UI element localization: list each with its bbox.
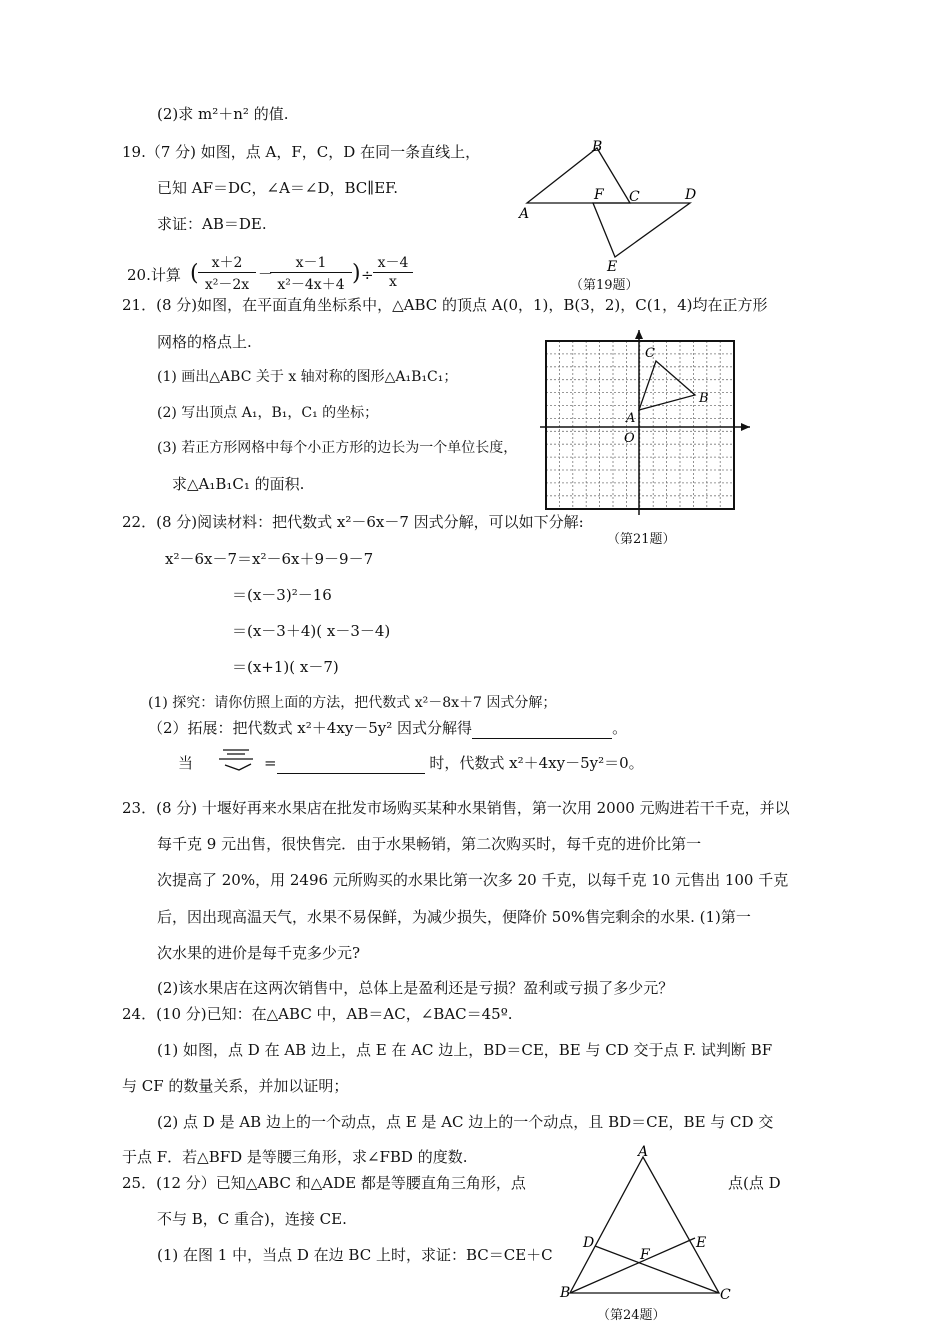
- q22-step1: x²－6x－7＝x²－6x＋9－9－7: [165, 550, 374, 568]
- q24-caption: （第24题）: [597, 1308, 666, 1323]
- q23-line1: 23．(8 分) 十堰好再来水果店在批发市场购买某种水果销售，第一次用 2000 元购进若干千克，并以: [122, 799, 790, 817]
- q19-line1: 19.（7 分) 如图，点 A，F，C，D 在同一条直线上，: [122, 143, 481, 161]
- q19-caption: （第19题）: [570, 278, 639, 293]
- q21-caption: （第21题）: [607, 532, 676, 547]
- q20-prefix: 20.计算: [127, 266, 181, 284]
- q20-frac1-bar: [198, 272, 256, 273]
- q23-line3: 次提高了 20%，用 2496 元所购买的水果比第一次多 20 千克，以每千克 10 元售出 100 千克: [157, 871, 789, 889]
- q19-label-a: A: [519, 206, 530, 222]
- q21-part2: (2) 写出顶点 A₁，B₁，C₁ 的坐标；: [157, 405, 379, 421]
- q24-line4: (2) 点 D 是 AB 边上的一个动点，点 E 是 AC 边上的一个动点，且 BD＝CE，BE 与 CD 交: [157, 1113, 774, 1131]
- q20-frac1-num: x＋2: [211, 255, 243, 271]
- q25-line1: 25．(12 分）已知△ABC 和△ADE 都是等腰直角三角形，点: [122, 1174, 526, 1192]
- q22-part3-blank[interactable]: [277, 753, 425, 774]
- q24-line1: 24．(10 分)已知：在△ABC 中，AB＝AC，∠BAC＝45º.: [122, 1005, 513, 1023]
- q19-label-b: B: [592, 139, 603, 155]
- q19-label-d: D: [685, 187, 697, 203]
- q19-line2: 已知 AF＝DC，∠A＝∠D，BC∥EF.: [157, 179, 399, 197]
- q24-line3: 与 CF 的数量关系，并加以证明；: [122, 1077, 349, 1095]
- q22-part3-eq: =: [264, 754, 277, 772]
- q24-label-a: A: [638, 1144, 649, 1160]
- q20-frac3-den: x: [389, 274, 397, 290]
- q20-lparen: (: [190, 261, 199, 286]
- q20-frac1-den: x²－2x: [204, 277, 250, 293]
- q24-label-e: E: [696, 1235, 707, 1251]
- q22-part1: (1) 探究：请你仿照上面的方法，把代数式 x²－8x＋7 因式分解；: [148, 695, 557, 711]
- q21-line1: 21．(8 分)如图，在平面直角坐标系中，△ABC 的顶点 A(0，1)，B(3，2)，C(1，4)均在正方形: [122, 296, 768, 314]
- q24-label-c: C: [720, 1287, 731, 1303]
- q22-part2: [148, 718, 627, 739]
- q21-y-arrow: [635, 330, 643, 339]
- q21-part1: (1) 画出△ABC 关于 x 轴对称的图形△A₁B₁C₁；: [157, 369, 458, 385]
- q20-frac2-den: x²－4x＋4: [277, 277, 345, 293]
- q19-label-f: F: [594, 187, 604, 203]
- q23-line5: 次水果的进价是每千克多少元?: [157, 944, 361, 962]
- q20-minus: －: [258, 265, 274, 283]
- q22-step2: ＝(x－3)²－16: [232, 586, 332, 604]
- q21-part3b: 求△A₁B₁C₁ 的面积.: [172, 475, 305, 493]
- q23-line6: (2)该水果店在这两次销售中，总体上是盈利还是亏损？盈利或亏损了多少元？: [157, 979, 674, 997]
- q20-divide: ÷: [361, 266, 374, 284]
- q22-step4: ＝(x+1)( x－7): [232, 658, 339, 676]
- q24-line2: (1) 如图，点 D 在 AB 边上，点 E 在 AC 边上，BD＝CE，BE 与 CD 交于点 F. 试判断 BF: [157, 1041, 773, 1059]
- q20-rparen: ): [352, 261, 361, 286]
- q19-label-c: C: [629, 189, 640, 205]
- q25-line1-right: 点(点 D: [728, 1174, 781, 1192]
- q21-grid: [546, 341, 734, 509]
- q21-label-a: A: [626, 411, 636, 426]
- q19-triangle-abc: [527, 148, 630, 203]
- q19-line3: 求证：AB＝DE.: [157, 215, 267, 233]
- q22-part2-text: （2）拓展：把代数式 x²＋4xy－5y² 因式分解得: [148, 719, 473, 737]
- q23-line2: 每千克 9 元出售，很快售完．由于水果畅销，第二次购买时，每千克的进价比第一: [157, 835, 702, 853]
- q21-label-o: O: [624, 431, 635, 446]
- q22-part3-post: 时，代数式 x²＋4xy－5y²＝0。: [429, 754, 644, 772]
- q25-line2: 不与 B，C 重合)，连接 CE.: [157, 1210, 347, 1228]
- q19-label-e: E: [607, 259, 618, 275]
- q25-line3: (1) 在图 1 中，当点 D 在边 BC 上时，求证：BC＝CE＋C: [157, 1246, 553, 1264]
- q22-part3: [178, 753, 193, 773]
- q19-triangle-fde: [593, 203, 690, 257]
- q21-label-c: C: [645, 346, 655, 361]
- q21-label-b: B: [699, 391, 709, 406]
- q24-line5: 于点 F．若△BFD 是等腰三角形，求∠FBD 的度数.: [122, 1148, 468, 1166]
- q21-x-arrow: [741, 423, 750, 431]
- q24-label-f: F: [640, 1247, 650, 1263]
- q24-label-d: D: [583, 1235, 595, 1251]
- q22-line1: 22．(8 分)阅读材料：把代数式 x²－6x－7 因式分解，可以如下分解:: [122, 513, 584, 531]
- q23-line4: 后，因出现高温天气，水果不易保鲜，为减少损失，便降价 50%售完剩余的水果. (1)第一: [157, 908, 751, 926]
- q21-grid-figure: [540, 330, 755, 515]
- q18-part2: (2)求 m²＋n² 的值.: [157, 105, 289, 123]
- q20-frac2-num: x－1: [295, 255, 327, 271]
- q22-part2-end: 。: [612, 719, 628, 737]
- q20-frac3-bar: [373, 272, 413, 273]
- q22-part3-pre: 当: [178, 754, 194, 772]
- q20-frac3-num: x－4: [377, 255, 409, 271]
- q24-label-b: B: [560, 1285, 571, 1301]
- q22-fraction-image: [213, 744, 259, 774]
- q22-part3-rest: [264, 753, 644, 774]
- q24-figure: [555, 1143, 745, 1303]
- q19-figure: [515, 135, 715, 295]
- q21-part3: (3) 若正方形网格中每个小正方形的边长为一个单位长度，: [157, 440, 518, 456]
- q22-part2-blank[interactable]: [472, 718, 612, 739]
- q21-line2: 网格的格点上.: [157, 333, 252, 351]
- q22-step3: ＝(x－3＋4)( x－3－4): [232, 622, 391, 640]
- q20-frac2-bar: [270, 272, 352, 273]
